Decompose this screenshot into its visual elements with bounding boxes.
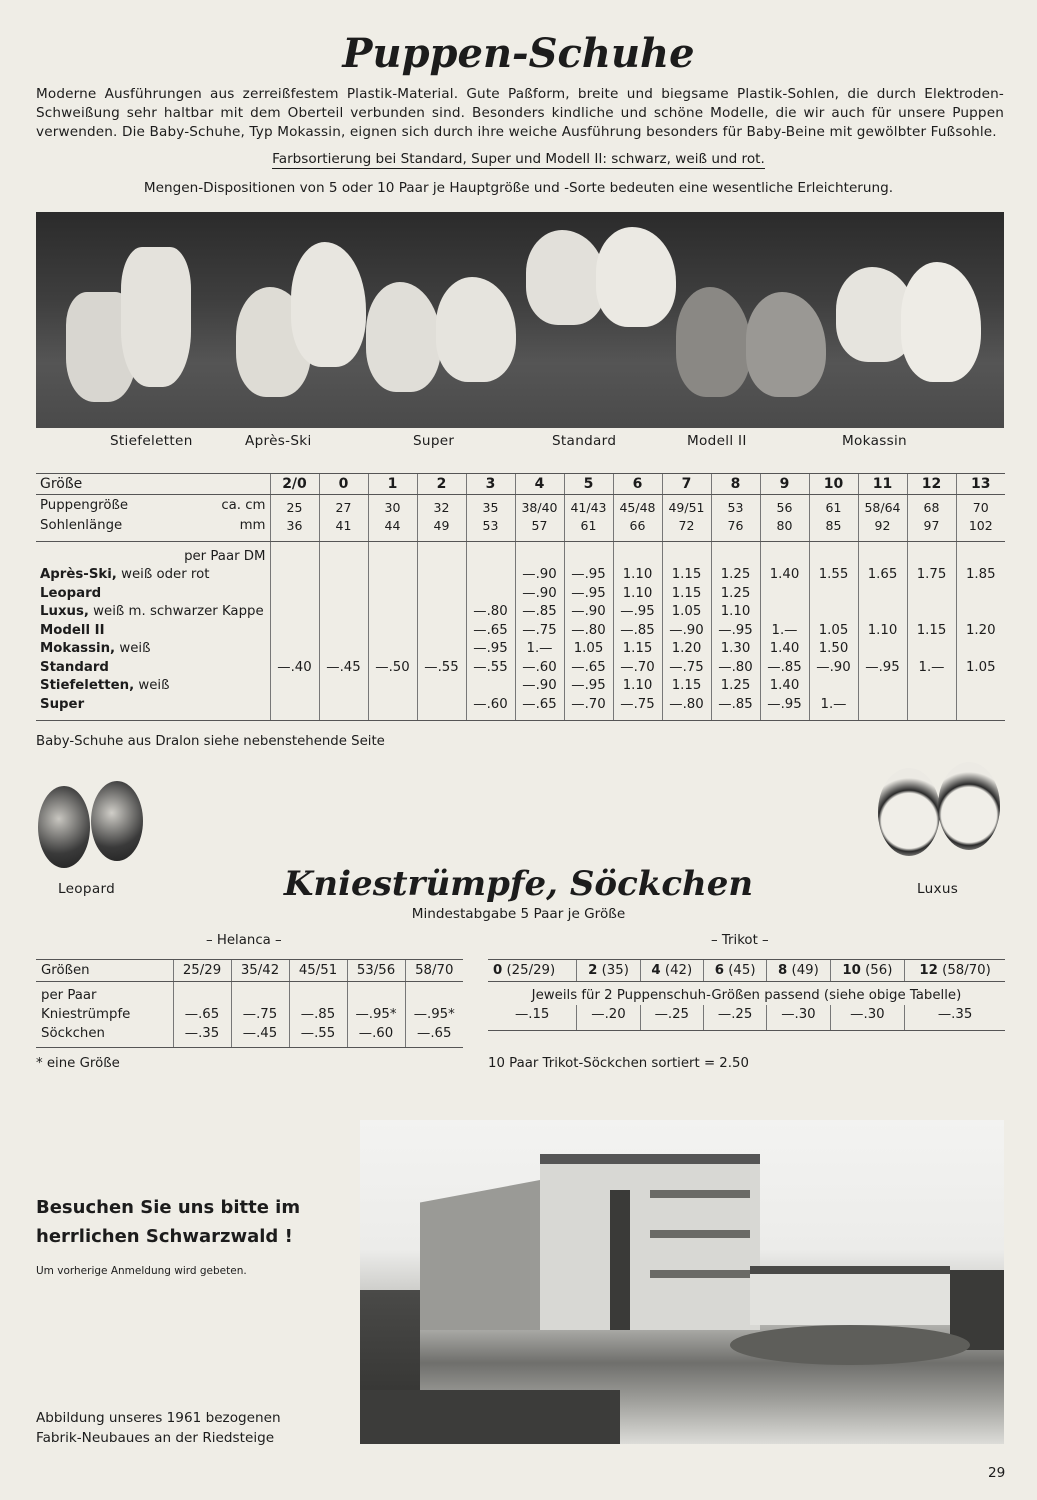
- price-cell: 1.25: [711, 566, 760, 585]
- doll-size-cell: 56: [760, 495, 809, 517]
- size-2: 1: [368, 474, 417, 495]
- product-name: Standard: [40, 659, 109, 675]
- price-cell: [270, 677, 319, 696]
- sole-length-cell: 41: [319, 517, 368, 542]
- price-unit-label: per Paar DM: [184, 548, 266, 564]
- ankle-sock-price: —.55: [289, 1024, 347, 1048]
- price-cell: 1.15: [613, 640, 662, 659]
- price-cell: —.65: [515, 695, 564, 720]
- price-cell: —.90: [515, 677, 564, 696]
- price-cell: 1.05: [809, 621, 858, 640]
- trikot-size-num: 12: [919, 963, 938, 978]
- price-cell: 1.85: [956, 566, 1005, 585]
- doll-size-cell: 30: [368, 495, 417, 517]
- size-12: 11: [858, 474, 907, 495]
- price-cell: 1.—: [515, 640, 564, 659]
- empty-cell: [347, 982, 405, 1006]
- product-label: [36, 677, 270, 696]
- price-cell: [858, 677, 907, 696]
- price-cell: [466, 584, 515, 603]
- trikot-table: [488, 959, 1005, 1031]
- trikot-bundle-note: 10 Paar Trikot-Söckchen sortiert = 2.50: [488, 1056, 749, 1071]
- socks-subtitle: Mindestabgabe 5 Paar je Größe: [411, 906, 626, 922]
- price-cell: [417, 695, 466, 720]
- price-cell: [858, 695, 907, 720]
- doll-size-cell: 41/43: [564, 495, 613, 517]
- trikot-price: —.30: [830, 1005, 905, 1031]
- price-cell: —.85: [515, 603, 564, 622]
- product-name: Après-Ski,: [40, 567, 117, 583]
- empty-cell: [231, 982, 289, 1006]
- product-label: [36, 566, 270, 585]
- product-name: Modell II: [40, 622, 105, 638]
- price-cell: 1.15: [662, 677, 711, 696]
- price-cell: [368, 584, 417, 603]
- color-note: Farbsortierung bei Standard, Super und Modell II: schwarz, weiß und rot.: [272, 151, 765, 167]
- trikot-note: Jeweils für 2 Puppenschuh-Größen passend (siehe obige Tabelle): [531, 988, 962, 1003]
- helanca-size: 35/42: [231, 960, 289, 982]
- price-cell: [270, 695, 319, 720]
- sole-length-cell: 76: [711, 517, 760, 542]
- price-row: [36, 658, 1005, 677]
- helanca-label: – Helanca –: [206, 933, 282, 948]
- doll-size-label: Puppengröße ca. cm: [40, 498, 266, 514]
- price-cell: [368, 640, 417, 659]
- helanca-size: 45/51: [289, 960, 347, 982]
- price-cell: [956, 695, 1005, 720]
- price-cell: [760, 584, 809, 603]
- trikot-size-range: (35): [597, 963, 629, 978]
- trikot-size-range: (58/70): [937, 963, 991, 978]
- shoe-price-table: [36, 473, 1005, 721]
- helanca-size-header: Größen: [36, 960, 173, 982]
- empty-cell: [368, 542, 417, 566]
- product-name: Super: [40, 696, 85, 712]
- sole-length-cell: 49: [417, 517, 466, 542]
- price-cell: —.85: [760, 658, 809, 677]
- trikot-size-num: 6: [714, 963, 724, 978]
- price-cell: [368, 677, 417, 696]
- price-cell: —.90: [515, 566, 564, 585]
- price-cell: 1.25: [711, 584, 760, 603]
- ankle-sock-price: —.60: [347, 1024, 405, 1048]
- product-label: [36, 640, 270, 659]
- size-7: 6: [613, 474, 662, 495]
- size-14: 13: [956, 474, 1005, 495]
- product-detail: weiß m. schwarzer Kappe: [88, 604, 264, 620]
- price-cell: —.70: [564, 695, 613, 720]
- price-cell: [907, 695, 956, 720]
- price-cell: 1.05: [564, 640, 613, 659]
- visit-line-2: herrlichen Schwarzwald !: [36, 1226, 293, 1247]
- price-cell: —.90: [515, 584, 564, 603]
- price-cell: —.95: [564, 584, 613, 603]
- ankle-sock-price: —.65: [405, 1024, 463, 1048]
- per-pair-label: per Paar: [41, 988, 97, 1003]
- price-cell: [466, 677, 515, 696]
- price-cell: [956, 677, 1005, 696]
- price-cell: —.45: [319, 658, 368, 677]
- price-cell: [368, 566, 417, 585]
- price-cell: [907, 584, 956, 603]
- page-title: Puppen-Schuhe: [342, 30, 695, 77]
- price-row: [36, 677, 1005, 696]
- product-detail: weiß: [115, 641, 151, 657]
- empty-cell: [711, 542, 760, 566]
- price-cell: [319, 640, 368, 659]
- price-cell: [858, 640, 907, 659]
- price-cell: —.55: [417, 658, 466, 677]
- price-cell: 1.25: [711, 677, 760, 696]
- price-cell: [319, 603, 368, 622]
- empty-cell: [907, 542, 956, 566]
- trikot-price: —.20: [577, 1005, 640, 1031]
- price-cell: [907, 677, 956, 696]
- knee-sock-price: —.95*: [405, 1005, 463, 1024]
- knee-socks-label: Kniestrümpfe: [41, 1007, 131, 1022]
- price-cell: [417, 640, 466, 659]
- price-cell: [907, 640, 956, 659]
- product-label: [36, 658, 270, 677]
- price-cell: 1.05: [662, 603, 711, 622]
- price-cell: —.40: [270, 658, 319, 677]
- quantity-note: Mengen-Dispositionen von 5 oder 10 Paar je Hauptgröße und -Sorte bedeuten eine wesentliche Erleichterung.: [143, 180, 894, 196]
- trikot-size: [905, 960, 1005, 982]
- price-cell: [319, 566, 368, 585]
- price-cell: 1.—: [809, 695, 858, 720]
- visit-note: Um vorherige Anmeldung wird gebeten.: [36, 1265, 247, 1277]
- trikot-size-num: 0: [493, 963, 503, 978]
- empty-cell: [515, 542, 564, 566]
- doll-size-cell: 68: [907, 495, 956, 517]
- sole-length-cell: 53: [466, 517, 515, 542]
- sole-length-cell: 57: [515, 517, 564, 542]
- price-cell: —.95: [613, 603, 662, 622]
- product-detail: weiß oder rot: [116, 567, 210, 583]
- empty-cell: [760, 542, 809, 566]
- photo-label-standard: Standard: [552, 433, 617, 449]
- photo-label-apres-ski: Après-Ski: [245, 433, 312, 449]
- size-8: 7: [662, 474, 711, 495]
- product-name: Luxus,: [40, 604, 89, 620]
- doll-size-cell: 38/40: [515, 495, 564, 517]
- price-row: [36, 640, 1005, 659]
- trikot-size: [830, 960, 905, 982]
- trikot-size-num: 8: [778, 963, 788, 978]
- price-cell: [270, 621, 319, 640]
- factory-caption-2: Fabrik-Neubaues an der Riedsteige: [36, 1430, 275, 1446]
- product-label: [36, 621, 270, 640]
- page-number: 29: [988, 1465, 1006, 1481]
- price-cell: 1.15: [662, 566, 711, 585]
- doll-size-cell: 25: [270, 495, 319, 517]
- price-cell: [270, 584, 319, 603]
- trikot-label: – Trikot –: [711, 933, 769, 948]
- sole-length-cell: 97: [907, 517, 956, 542]
- helanca-size: 25/29: [173, 960, 231, 982]
- size-0: 2/0: [270, 474, 319, 495]
- doll-size-cell: 58/64: [858, 495, 907, 517]
- price-row: [36, 584, 1005, 603]
- knee-sock-price: —.75: [231, 1005, 289, 1024]
- doll-size-cell: 32: [417, 495, 466, 517]
- price-cell: [417, 584, 466, 603]
- price-cell: —.65: [564, 658, 613, 677]
- price-cell: 1.—: [907, 658, 956, 677]
- price-cell: [809, 584, 858, 603]
- photo-label-stiefeletten: Stiefeletten: [110, 433, 193, 449]
- price-cell: —.75: [662, 658, 711, 677]
- trikot-size: [640, 960, 703, 982]
- doll-size-cell: 70: [956, 495, 1005, 517]
- trikot-size: [488, 960, 577, 982]
- size-13: 12: [907, 474, 956, 495]
- price-cell: [368, 603, 417, 622]
- size-1: 0: [319, 474, 368, 495]
- price-cell: —.65: [466, 621, 515, 640]
- trikot-price: —.15: [488, 1005, 577, 1031]
- trikot-size: [703, 960, 766, 982]
- price-cell: —.95: [466, 640, 515, 659]
- price-cell: [270, 640, 319, 659]
- sole-length-cell: 85: [809, 517, 858, 542]
- price-cell: [907, 603, 956, 622]
- size-6: 5: [564, 474, 613, 495]
- trikot-size: [767, 960, 830, 982]
- price-cell: 1.10: [613, 584, 662, 603]
- price-cell: —.80: [662, 695, 711, 720]
- price-cell: [809, 677, 858, 696]
- price-cell: [319, 621, 368, 640]
- sole-length-cell: 92: [858, 517, 907, 542]
- price-cell: —.95: [711, 621, 760, 640]
- helanca-size: 58/70: [405, 960, 463, 982]
- price-cell: —.85: [613, 621, 662, 640]
- price-cell: 1.15: [662, 584, 711, 603]
- price-cell: 1.20: [662, 640, 711, 659]
- price-cell: —.60: [466, 695, 515, 720]
- price-cell: [319, 584, 368, 603]
- price-cell: 1.30: [711, 640, 760, 659]
- price-cell: 1.10: [613, 677, 662, 696]
- empty-cell: [319, 542, 368, 566]
- sole-length-cell: 80: [760, 517, 809, 542]
- trikot-size-range: (49): [787, 963, 819, 978]
- price-cell: —.90: [564, 603, 613, 622]
- product-label: [36, 603, 270, 622]
- trikot-price: —.25: [703, 1005, 766, 1031]
- sole-length-label: Sohlenlänge mm: [36, 517, 270, 542]
- price-cell: 1.50: [809, 640, 858, 659]
- product-name: Leopard: [40, 585, 102, 601]
- product-detail: weiß: [134, 678, 170, 694]
- price-cell: [319, 677, 368, 696]
- luxus-label: Luxus: [917, 881, 959, 897]
- size-10: 9: [760, 474, 809, 495]
- empty-cell: [466, 542, 515, 566]
- ankle-sock-price: —.45: [231, 1024, 289, 1048]
- price-row: [36, 566, 1005, 585]
- factory-caption-1: Abbildung unseres 1961 bezogenen: [36, 1410, 281, 1426]
- price-cell: —.95: [760, 695, 809, 720]
- empty-cell: [956, 542, 1005, 566]
- trikot-size-num: 2: [588, 963, 598, 978]
- trikot-size-num: 10: [842, 963, 861, 978]
- price-cell: [368, 621, 417, 640]
- price-cell: [417, 677, 466, 696]
- socks-title: Kniestrümpfe, Söckchen: [283, 864, 754, 904]
- sole-length-cell: 61: [564, 517, 613, 542]
- luxus-shoes-image: [876, 760, 1004, 860]
- empty-cell: [173, 982, 231, 1006]
- price-cell: [417, 621, 466, 640]
- price-row: [36, 621, 1005, 640]
- empty-cell: [417, 542, 466, 566]
- price-cell: 1.55: [809, 566, 858, 585]
- leopard-shoes-image: [36, 776, 144, 871]
- photo-label-modell-ii: Modell II: [687, 433, 747, 449]
- shoe-photo: [36, 212, 1004, 428]
- price-cell: [466, 566, 515, 585]
- size-3: 2: [417, 474, 466, 495]
- empty-cell: [613, 542, 662, 566]
- price-cell: [417, 566, 466, 585]
- price-cell: 1.15: [907, 621, 956, 640]
- price-cell: —.60: [515, 658, 564, 677]
- doll-size-cell: 27: [319, 495, 368, 517]
- price-cell: [858, 603, 907, 622]
- doll-size-cell: 49/51: [662, 495, 711, 517]
- price-cell: [760, 603, 809, 622]
- price-cell: —.70: [613, 658, 662, 677]
- price-cell: —.85: [711, 695, 760, 720]
- price-cell: 1.10: [858, 621, 907, 640]
- trikot-size-range: (45): [723, 963, 756, 978]
- price-cell: 1.65: [858, 566, 907, 585]
- ankle-sock-price: —.35: [173, 1024, 231, 1048]
- empty-cell: [289, 982, 347, 1006]
- price-cell: 1.40: [760, 640, 809, 659]
- price-cell: —.95: [564, 677, 613, 696]
- price-cell: 1.20: [956, 621, 1005, 640]
- size-4: 3: [466, 474, 515, 495]
- photo-label-super: Super: [413, 433, 455, 449]
- empty-cell: [662, 542, 711, 566]
- helanca-table: [36, 959, 463, 1048]
- size-11: 10: [809, 474, 858, 495]
- price-cell: —.90: [809, 658, 858, 677]
- price-cell: 1.40: [760, 566, 809, 585]
- footnote: * eine Größe: [36, 1056, 120, 1071]
- sole-length-cell: 36: [270, 517, 319, 542]
- ankle-socks-label: Söckchen: [36, 1024, 173, 1048]
- sole-length-cell: 102: [956, 517, 1005, 542]
- sole-length-cell: 44: [368, 517, 417, 542]
- price-cell: —.80: [711, 658, 760, 677]
- price-cell: —.80: [564, 621, 613, 640]
- price-cell: 1.—: [760, 621, 809, 640]
- price-cell: 1.10: [711, 603, 760, 622]
- baby-shoes-note: Baby-Schuhe aus Dralon siehe nebenstehende Seite: [36, 734, 385, 749]
- price-cell: 1.40: [760, 677, 809, 696]
- price-cell: 1.05: [956, 658, 1005, 677]
- doll-size-cell: 35: [466, 495, 515, 517]
- size-9: 8: [711, 474, 760, 495]
- price-cell: [809, 603, 858, 622]
- sole-length-cell: 72: [662, 517, 711, 542]
- trikot-size-range: (42): [660, 963, 693, 978]
- price-cell: [956, 603, 1005, 622]
- doll-size-cell: 53: [711, 495, 760, 517]
- price-cell: [956, 640, 1005, 659]
- price-cell: 1.10: [613, 566, 662, 585]
- price-cell: —.50: [368, 658, 417, 677]
- price-cell: —.55: [466, 658, 515, 677]
- sole-length-cell: 66: [613, 517, 662, 542]
- price-cell: —.90: [662, 621, 711, 640]
- helanca-size: 53/56: [347, 960, 405, 982]
- trikot-price: —.30: [767, 1005, 830, 1031]
- trikot-size-range: (56): [860, 963, 893, 978]
- doll-size-cell: 45/48: [613, 495, 662, 517]
- price-cell: —.80: [466, 603, 515, 622]
- price-cell: —.75: [515, 621, 564, 640]
- size-5: 4: [515, 474, 564, 495]
- empty-cell: [564, 542, 613, 566]
- price-cell: [956, 584, 1005, 603]
- knee-sock-price: —.85: [289, 1005, 347, 1024]
- price-cell: —.75: [613, 695, 662, 720]
- visit-line-1: Besuchen Sie uns bitte im: [36, 1197, 301, 1218]
- price-cell: [368, 695, 417, 720]
- trikot-price: —.35: [905, 1005, 1005, 1031]
- doll-size-cell: 61: [809, 495, 858, 517]
- empty-cell: [809, 542, 858, 566]
- empty-cell: [270, 542, 319, 566]
- price-cell: [858, 584, 907, 603]
- product-label: [36, 584, 270, 603]
- empty-cell: [405, 982, 463, 1006]
- photo-label-mokassin: Mokassin: [842, 433, 907, 449]
- price-cell: —.95: [564, 566, 613, 585]
- price-cell: [270, 566, 319, 585]
- trikot-size-num: 4: [651, 963, 661, 978]
- price-cell: [417, 603, 466, 622]
- price-cell: [319, 695, 368, 720]
- product-name: Stiefeletten,: [40, 678, 135, 694]
- price-cell: 1.75: [907, 566, 956, 585]
- trikot-size-range: (25/29): [502, 963, 556, 978]
- factory-photo: [360, 1120, 1004, 1444]
- product-name: Mokassin,: [40, 641, 116, 657]
- knee-sock-price: —.65: [173, 1005, 231, 1024]
- leopard-label: Leopard: [58, 881, 116, 897]
- price-cell: —.95: [858, 658, 907, 677]
- price-row: [36, 603, 1005, 622]
- knee-sock-price: —.95*: [347, 1005, 405, 1024]
- size-header: Größe: [36, 474, 270, 495]
- empty-cell: [858, 542, 907, 566]
- intro-paragraph: Moderne Ausführungen aus zerreißfestem Plastik-Material. Gute Paßform, breite und biegsame Plastik-Sohlen, die durch Elektroden-Schweißung sehr haltbar mit dem Oberteil verbunden sind. Besonders kindliche und schöne Modelle, die wir auch für unsere Puppen verwenden. Die Baby-Schuhe, Typ Mokassin, eignen sich durch ihre weiche Ausführung besonders für Baby-Beine mit gewölbter Fußsohle.: [36, 86, 1004, 140]
- product-label: [36, 695, 270, 720]
- trikot-price: —.25: [640, 1005, 703, 1031]
- trikot-size: [577, 960, 640, 982]
- price-cell: [270, 603, 319, 622]
- price-row: [36, 695, 1005, 720]
